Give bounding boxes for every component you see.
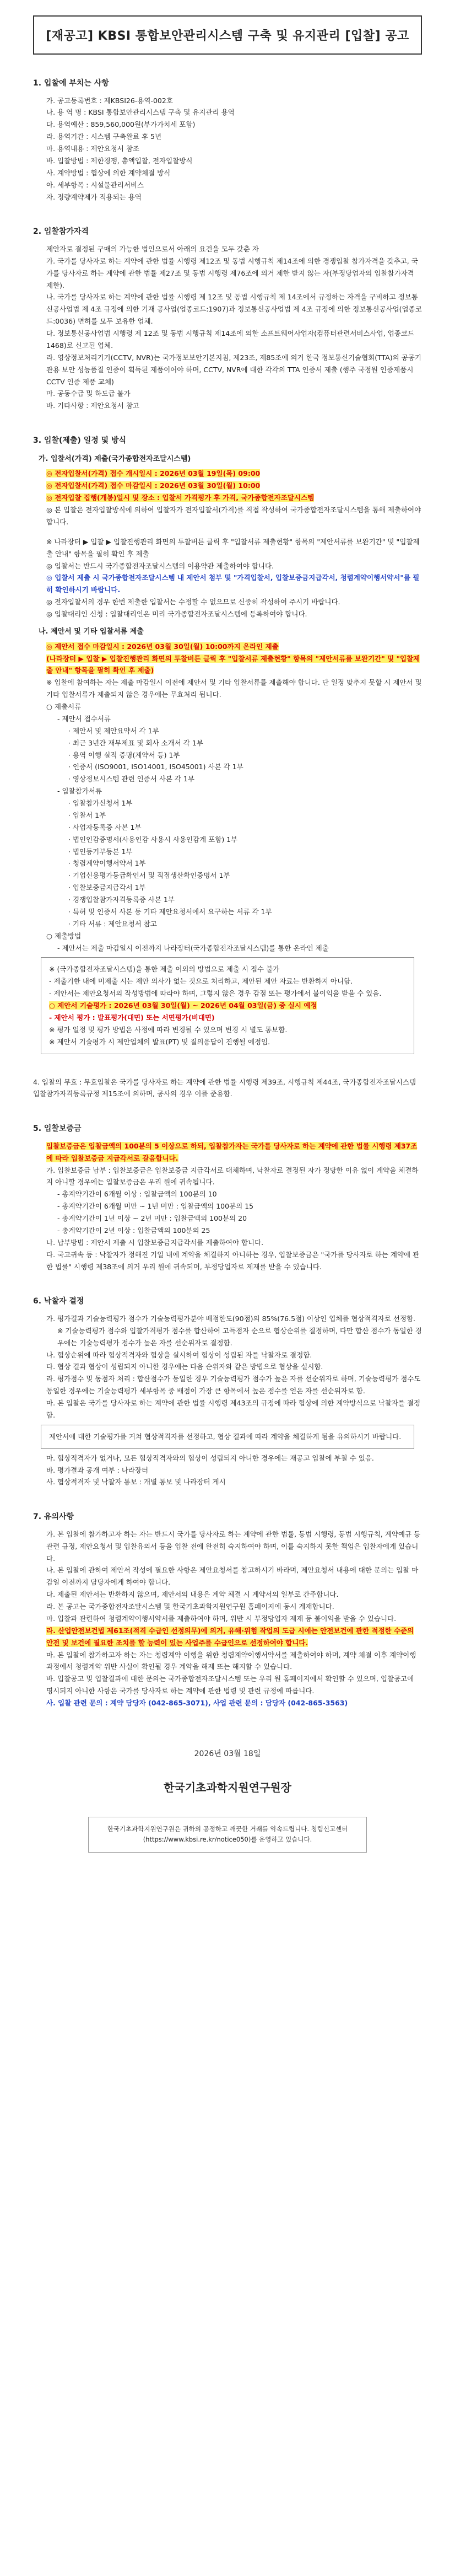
list-item: 다. 국고귀속 등 : 낙찰자가 정해진 기일 내에 계약을 체결하지 아니하는 경우, 입찰보증금은 "국가를 당사자로 하는 계약에 관한 법률" 시행령 제38조에 의거 우리 원에 귀속되며, 부정당업자로 제재를 받을 수 있습니다.: [46, 1250, 420, 1271]
method-heading: ○ 제출방법: [46, 931, 82, 940]
note-item: ※ 제안서 기술평가 시 제안업체의 발표(PT) 및 질의응답이 진행될 예정임.: [49, 1037, 270, 1046]
section-qualification: [33, 225, 422, 412]
integrity-notice: 한국기초과학지원연구원은 귀하의 공정하고 깨끗한 거래를 약속드립니다. 청렴신고센터(https://www.kbsi.re.kr/notice050)를 운영하고 있습니다.: [88, 1817, 367, 1853]
announcement-page: [11, 0, 444, 1853]
evaluation-method: - 제안서 평가 : 발표평가(대면) 또는 서면평가(비대면): [49, 1013, 215, 1022]
list-item: 가. 입찰보증금 납부 : 입찰보증금은 입찰보증금 지급각서로 대체하며, 낙찰자로 결정된 자가 정당한 이유 없이 계약을 체결하지 아니할 경우에는 입찰보증금은 우리 원에 귀속됩니다.: [46, 1166, 419, 1187]
section-heading: 7. 유의사항: [33, 1512, 74, 1522]
announcement-date: 2026년 03월 18일: [194, 1749, 261, 1758]
safety-highlight: 라. 산업안전보건법 제61조(적격 수급인 선정의무)에 의거, 유해·위험 작업의 도급 시에는 안전보건에 관한 적정한 수준의 안전 및 보건에 필요한 조치를 할 능력이 있는 사업주를 수급인으로 선정하여야 합니다.: [46, 1626, 414, 1647]
section-schedule: [33, 434, 422, 1054]
list-item: 바. 입찰공고 및 입찰결과에 대한 문의는 국가종합전자조달시스템 또는 우리 원 홈페이지에서 확인할 수 있으며, 입찰공고에 명시되지 아니한 사항은 국가를 당사자로 하는 계약에 관한 법령 및 관련 규정에 따릅니다.: [46, 1675, 414, 1695]
note-item: - 제안서는 제안요청서의 작성방법에 따라야 하며, 그렇지 않은 경우 감점 또는 평가에서 불이익을 받을 수 있음.: [49, 989, 382, 998]
list-item: ※ 입찰에 참여하는 자는 제출 마감일시 이전에 제안서 및 기타 입찰서류를 제출해야 합니다. 단 일정 맞추지 못할 시 제안서 및 기타 입찰서류가 제출되지 않은 경우에는 무효처리 됩니다.: [46, 678, 422, 699]
doc-item: · 제안서 및 제안요약서 각 1부: [68, 726, 159, 735]
list-item: 사. 협상적격자 및 낙찰자 통보 : 개별 통보 및 나라장터 게시: [46, 1478, 226, 1486]
list-item: 나. 국가를 당사자로 하는 계약에 관한 법률 시행령 제 12조 및 동법 시행규칙 제 14조에서 규정하는 자격을 구비하고 정보통신공사업법 제 4조 규정에 의한 기재 공사업(업종코드:1907)과 정보통신공사업법 제 4조 규정에 의한 정보통신공사업(업종코드:0036) 면허를 모두 보유한 업체.: [46, 293, 422, 326]
list-item: 바. 기타사항 : 제안요청서 참고: [46, 401, 139, 410]
contact-info: 사. 입찰 관련 문의 : 계약 담당자 (042-865-3071), 사업 관련 문의 : 담당자 (042-865-3563): [46, 1699, 348, 1707]
issuing-organization: 한국기초과학지원연구원장: [164, 1780, 291, 1794]
list-item: - 총계약기간이 1년 이상 ~ 2년 미만 : 입찰금액의 100분의 20: [57, 1214, 247, 1222]
section-heading: 3. 입찰(제출) 일정 및 방식: [33, 436, 127, 446]
doc-item: · 경쟁입찰참가자격등록증 사본 1부: [68, 895, 175, 904]
list-item: 가. 본 입찰에 참가하고자 하는 자는 반드시 국가를 당사자로 하는 계약에 관한 법률, 동법 시행령, 동법 시행규칙, 계약예규 등 관련 규정, 제안요청서 및 입찰유의서 등을 입찰 전에 완전히 숙지하여야 하며, 이를 숙지하지 못한 책임은 입찰자에게 있습니다.: [46, 1530, 421, 1563]
list-item: 나. 협상순위에 따라 협상적격자와 협상을 실시하여 협상이 성립된 자를 낙찰자로 결정함.: [46, 1350, 312, 1359]
bid-close-date: ◎ 전자입찰서(가격) 접수 마감일시 : 2026년 03월 30일(월) 10:00: [46, 481, 261, 490]
doc-item: · 청렴계약이행서약서 1부: [68, 859, 146, 868]
method-text: - 제안서는 제출 마감일시 이전까지 나라장터(국가종합전자조달시스템)를 통한 온라인 제출: [57, 943, 329, 952]
list-item: - 총계약기간이 2년 이상 : 입찰금액의 100분의 25: [57, 1226, 210, 1235]
list-item: 사. 계약방법 : 협상에 의한 계약체결 방식: [46, 168, 171, 177]
doc-item: · 인증서 (ISO9001, ISO14001, ISO45001) 사본 각 1부: [68, 763, 243, 771]
doc-item: · 법인등기부등본 1부: [68, 847, 133, 856]
note-item: - 제출기한 내에 미제출 시는 제안 의사가 없는 것으로 처리하고, 제안된 제안 자료는 반환하지 아니함.: [49, 977, 353, 986]
list-item: 마. 입찰과 관련하여 청렴계약이행서약서를 제출하여야 하며, 위반 시 부정당업자 제재 등 불이익을 받을 수 있습니다.: [46, 1614, 397, 1623]
doc-item: · 특허 및 인증서 사본 등 기타 제안요청서에서 요구하는 서류 각 1부: [68, 907, 272, 916]
section-precautions: [33, 1510, 422, 1709]
list-item: 가. 평가결과 기술능력평가 점수가 기술능력평가분야 배점한도(90점)의 85%(76.5점) 이상인 업체를 협상적격자로 선정함.: [46, 1314, 416, 1323]
section-bidding-items: [33, 77, 422, 203]
list-item: 바. 입찰방법 : 제한경쟁, 총액입찰, 전자입찰방식: [46, 156, 193, 165]
subsection-heading: 가. 입찰서(가격) 제출(국가종합전자조달시스템): [39, 454, 191, 463]
subsection-heading: 나. 제안서 및 기타 입찰서류 제출: [39, 627, 144, 636]
list-item: 바. 평가결과 공개 여부 : 나라장터: [46, 1466, 149, 1474]
list-item: ◎ 입찰서 제출 시 국가종합전자조달시스템 내 제안서 첨부 및 "가격입찰서, 입찰보증금지급각서, 청렴계약이행서약서"를 필히 확인하시기 바랍니다.: [46, 573, 420, 594]
section-heading: 1. 입찰에 부치는 사항: [33, 79, 109, 88]
section-heading: 2. 입찰참가자격: [33, 227, 89, 237]
list-item: ◎ 전자입찰서의 경우 한번 제출한 입찰서는 수정할 수 없으므로 신중히 작성하여 주시기 바랍니다.: [46, 598, 340, 607]
list-item: 다. 용역예산 : 859,560,000원(부가가치세 포함): [46, 120, 196, 129]
list-item: 라. 용역기간 : 시스템 구축완료 후 5년: [46, 132, 162, 141]
bid-bond-highlight: 입찰보증금은 입찰금액의 100분의 5 이상으로 하되, 입찰참가자는 국가를 당사자로 하는 계약에 관한 법률 시행령 제37조에 따라 입찰보증금 지급각서로 갈음합니다.: [46, 1141, 418, 1162]
doc-item: - 입찰참가서류: [57, 787, 102, 796]
docs-heading: ○ 제출서류: [46, 702, 82, 711]
page-title: [재공고] KBSI 통합보안관리시스템 구축 및 유지관리 [입찰] 공고: [46, 29, 409, 43]
list-item: 라. 영상정보처리기기(CCTV, NVR)는 국가정보보안기본지침, 제23조, 제85조에 의거 한국 정보통신기술협회(TTA)의 공공기관용 보안 성능품질 인증이 획득된 제품이어야 하며, CCTV, NVR에 대한 각각의 TTA 인증서 제출 (행주 국정원 인증제품시 CCTV 인증 제품 교체): [46, 353, 421, 386]
doc-item: · 용역 이행 실적 증명(계약서 등) 1부: [68, 750, 180, 759]
list-item: 마. 공동수급 및 하도급 불가: [46, 389, 131, 398]
note-item: ※ (국가종합전자조달시스템)을 통한 제출 이외의 방법으로 제출 시 접수 불가: [49, 965, 280, 974]
section-invalid-bid: [33, 1076, 422, 1101]
list-item: ◎ 본 입찰은 전자입찰방식에 의하여 입찰자가 전자입찰서(가격)를 직접 작성하여 국가종합전자조달시스템을 통해 제출하여야 합니다.: [46, 506, 421, 526]
list-item: 나. 본 입찰에 관하여 제안서 작성에 필요한 사항은 제안요청서를 참고하시기 바라며, 제안요청서 내용에 대한 문의는 입찰 마감일 이전까지 담당자에게 하여야 합니다.: [46, 1566, 419, 1587]
section-bid-bond: [33, 1122, 422, 1273]
section-heading: 5. 입찰보증금: [33, 1124, 82, 1134]
doc-item: · 입찰참가신청서 1부: [68, 799, 133, 807]
doc-item: · 기타 서류 : 제안요청서 참고: [68, 919, 157, 928]
note-item: ※ 평가 일정 및 평가 방법은 사정에 따라 변경될 수 있으며 변경 시 별도 통보함.: [49, 1025, 288, 1034]
list-item: 다. 정보통신공사업법 시행령 제 12조 및 동법 시행규칙 제14조에 의한 소프트웨어사업자(컴퓨터관련서비스사업, 업종코드 1468)로 신고된 업체.: [46, 329, 414, 350]
list-item: 나. 용 역 명 : KBSI 통합보안관리시스템 구축 및 유지관리 용역: [46, 108, 235, 117]
list-item: ※ 나라장터 ▶ 입찰 ▶ 입찰진행관리 화면의 투찰버튼 클릭 후 "입찰서류 제출현황" 항목의 "제안서류를 보완기간" 및 "입찰제출 안내" 항목을 필히 확인 후 제출: [46, 537, 420, 558]
list-item: ◎ 입찰대리인 신청 : 입찰대리인은 미리 국가종합전자조달시스템에 등록하여야 합니다.: [46, 610, 307, 618]
list-item: 마. 협상적격자가 없거나, 모든 협상적격자와의 협상이 성립되지 아니한 경우에는 재공고 입찰에 부칠 수 있음.: [46, 1453, 374, 1462]
section-intro: 제안자로 결정된 구매의 가능한 법인으로서 아래의 요건을 모두 갖춘 자: [46, 244, 259, 253]
list-item: 마. 용역내용 : 제안요청서 참조: [46, 144, 139, 153]
list-item: ※ 기술능력평가 점수와 입찰가격평가 점수를 합산하여 고득점자 순으로 협상순위를 결정하며, 다만 합산 점수가 동일한 경우에는 기술능력평가 점수가 높은 자를 선순위자로 결정함.: [57, 1326, 422, 1347]
section-heading: 6. 낙찰자 결정: [33, 1297, 84, 1306]
list-item: ◎ 입찰서는 반드시 국가종합전자조달시스템의 이용약관 제출하여야 합니다.: [46, 561, 274, 570]
doc-item: · 입찰서 1부: [68, 811, 106, 819]
proposal-deadline: ◎ 제안서 접수 마감일시 : 2026년 03월 30일(월) 10:00까지 온라인 제출: [46, 642, 279, 651]
list-item: 가. 국가를 당사자로 하는 계약에 관한 법률 시행령 제12조 및 동법 시행규칙 제14조에 의한 경쟁입찰 참가자격을 갖추고, 국가를 당사자로 하는 계약에 관한 법률 제27조 및 동법 시행령 제76조에 의거 제한 받지 않는 자(부정당업자의 입찰참가자격 제한).: [46, 256, 418, 289]
list-item: 가. 공고등록번호 : 제KBSI26-용역-002호: [46, 96, 173, 105]
list-item: 나. 납부방법 : 제안서 제출 시 입찰보증금지급각서를 제출하여야 합니다.: [46, 1238, 264, 1247]
doc-item: · 법인인감증명서(사용인감 사용시 사용인감계 포함) 1부: [68, 835, 238, 844]
doc-item: · 영상정보시스템 관련 인증서 사본 각 1부: [68, 775, 194, 783]
invalid-bid-text: 4. 입찰의 무효 : 무효입찰은 국가를 당사자로 하는 계약에 관한 법률 시행령 제39조, 시행규칙 제44조, 국가종합전자조달시스템 입찰참가자격등록규정 제15조에 의하며, 공사의 경우 이를 준용함.: [33, 1077, 416, 1098]
proposal-instructions: (나라장터 ▶ 입찰 ▶ 입찰진행관리 화면의 투찰버튼 클릭 후 "입찰서류 제출현황" 항목의 "제안서류를 보완기간" 및 "입찰제출 안내" 항목을 필히 확인 후 제출): [46, 654, 420, 675]
list-item: 다. 협상 결과 협상이 성립되지 아니한 경우에는 다음 순위자와 같은 방법으로 협상을 실시함.: [46, 1362, 323, 1371]
note-item: 제안서에 대한 기술평가를 거쳐 협상적격자를 선정하고, 협상 결과에 따라 계약을 체결하게 됨을 유의하시기 바랍니다.: [49, 1432, 402, 1441]
title-box: [33, 15, 422, 55]
doc-item: · 최근 3년간 재무제표 및 회사 소개서 각 1부: [68, 738, 203, 747]
award-notes-box: [41, 1425, 414, 1449]
list-item: 라. 평가점수 및 동점자 처리 : 합산점수가 동일한 경우 기술능력평가 점수가 높은 자를 선순위자로 하며, 기술능력평가 점수도 동일한 경우에는 기술능력평가 세부항목 중 배점이 가장 큰 항목에서 높은 점수를 얻은 자를 선순위자로 함.: [46, 1375, 421, 1396]
bid-open-date: ◎ 전자입찰서(가격) 접수 개시일시 : 2026년 03월 19일(목) 09:00: [46, 469, 261, 478]
notes-box: [41, 957, 414, 1054]
list-item: - 총계약기간이 6개월 이상 : 입찰금액의 100분의 10: [57, 1190, 217, 1199]
doc-item: - 제안서 접수서류: [57, 714, 111, 723]
doc-item: · 사업자등록증 사본 1부: [68, 823, 142, 831]
evaluation-date: ○ 제안서 기술평가 : 2026년 03월 30일(월) ~ 2026년 04월 03일(금) 중 실시 예정: [49, 1001, 317, 1010]
list-item: 라. 본 공고는 국가종합전자조달시스템 및 한국기초과학지원연구원 홈페이지에 동시 게재합니다.: [46, 1602, 334, 1611]
list-item: 아. 세부항목 : 시설물관리서비스: [46, 180, 144, 189]
doc-item: · 입찰보증금지급각서 1부: [68, 883, 146, 892]
bid-execution: ◎ 전자입찰 집행(개봉)일시 및 장소 : 입찰서 가격평가 후 가격, 국가종합전자조달시스템: [46, 493, 315, 502]
list-item: - 총계약기간이 6개월 미만 ~ 1년 미만 : 입찰금액의 100분의 15: [57, 1202, 254, 1211]
list-item: 마. 본 입찰은 국가를 당사자로 하는 계약에 관한 법률 시행령 제43조의 규정에 따라 협상에 의한 계약방식으로 낙찰자를 결정함.: [46, 1399, 421, 1419]
section-award: [33, 1295, 422, 1488]
list-item: 자. 정량계약제가 적용되는 용역: [46, 192, 142, 201]
list-item: 다. 제출된 제안서는 반환하지 않으며, 제안서의 내용은 계약 체결 시 계약서의 일부로 간주합니다.: [46, 1590, 339, 1599]
list-item: 마. 본 입찰에 참가하고자 하는 자는 청렴계약 이행을 위한 청렴계약이행서약서를 제출하여야 하며, 계약 체결 이후 계약이행 과정에서 청렴계약 위반 사실이 확인될 경우 계약을 해제 또는 해지할 수 있습니다.: [46, 1650, 416, 1671]
doc-item: · 기업신용평가등급확인서 및 직접생산확인증명서 1부: [68, 871, 230, 880]
